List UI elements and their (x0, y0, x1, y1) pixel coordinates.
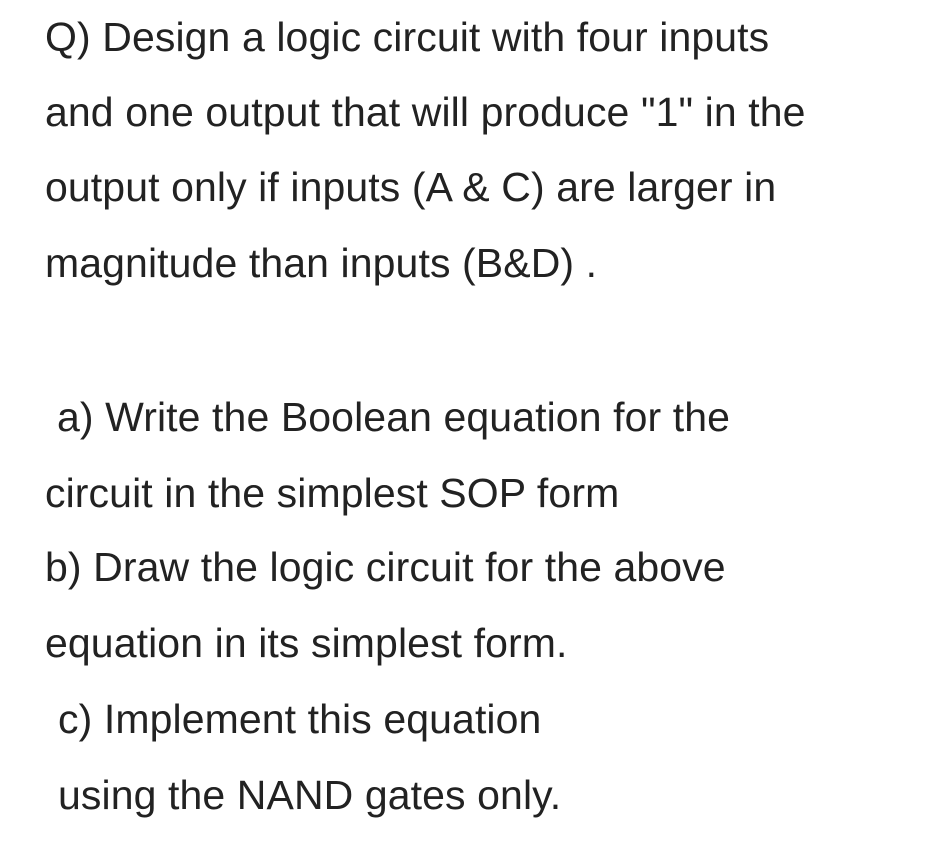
question-line-4: magnitude than inputs (B&D) . (45, 240, 598, 286)
part-a-line-1: a) Write the Boolean equation for the (57, 394, 731, 440)
part-a-line-2: circuit in the simplest SOP form (45, 470, 620, 516)
part-b-line-1: b) Draw the logic circuit for the above (45, 544, 726, 590)
part-b-line-2: equation in its simplest form. (45, 620, 568, 666)
question-line-3: output only if inputs (A & C) are larger in (45, 164, 777, 210)
question-line-1: Q) Design a logic circuit with four inputs (45, 14, 770, 60)
question-line-2: and one output that will produce "1" in the (45, 89, 806, 135)
part-c-line-2: using the NAND gates only. (58, 772, 562, 818)
part-c-line-1: c) Implement this equation (58, 696, 542, 742)
